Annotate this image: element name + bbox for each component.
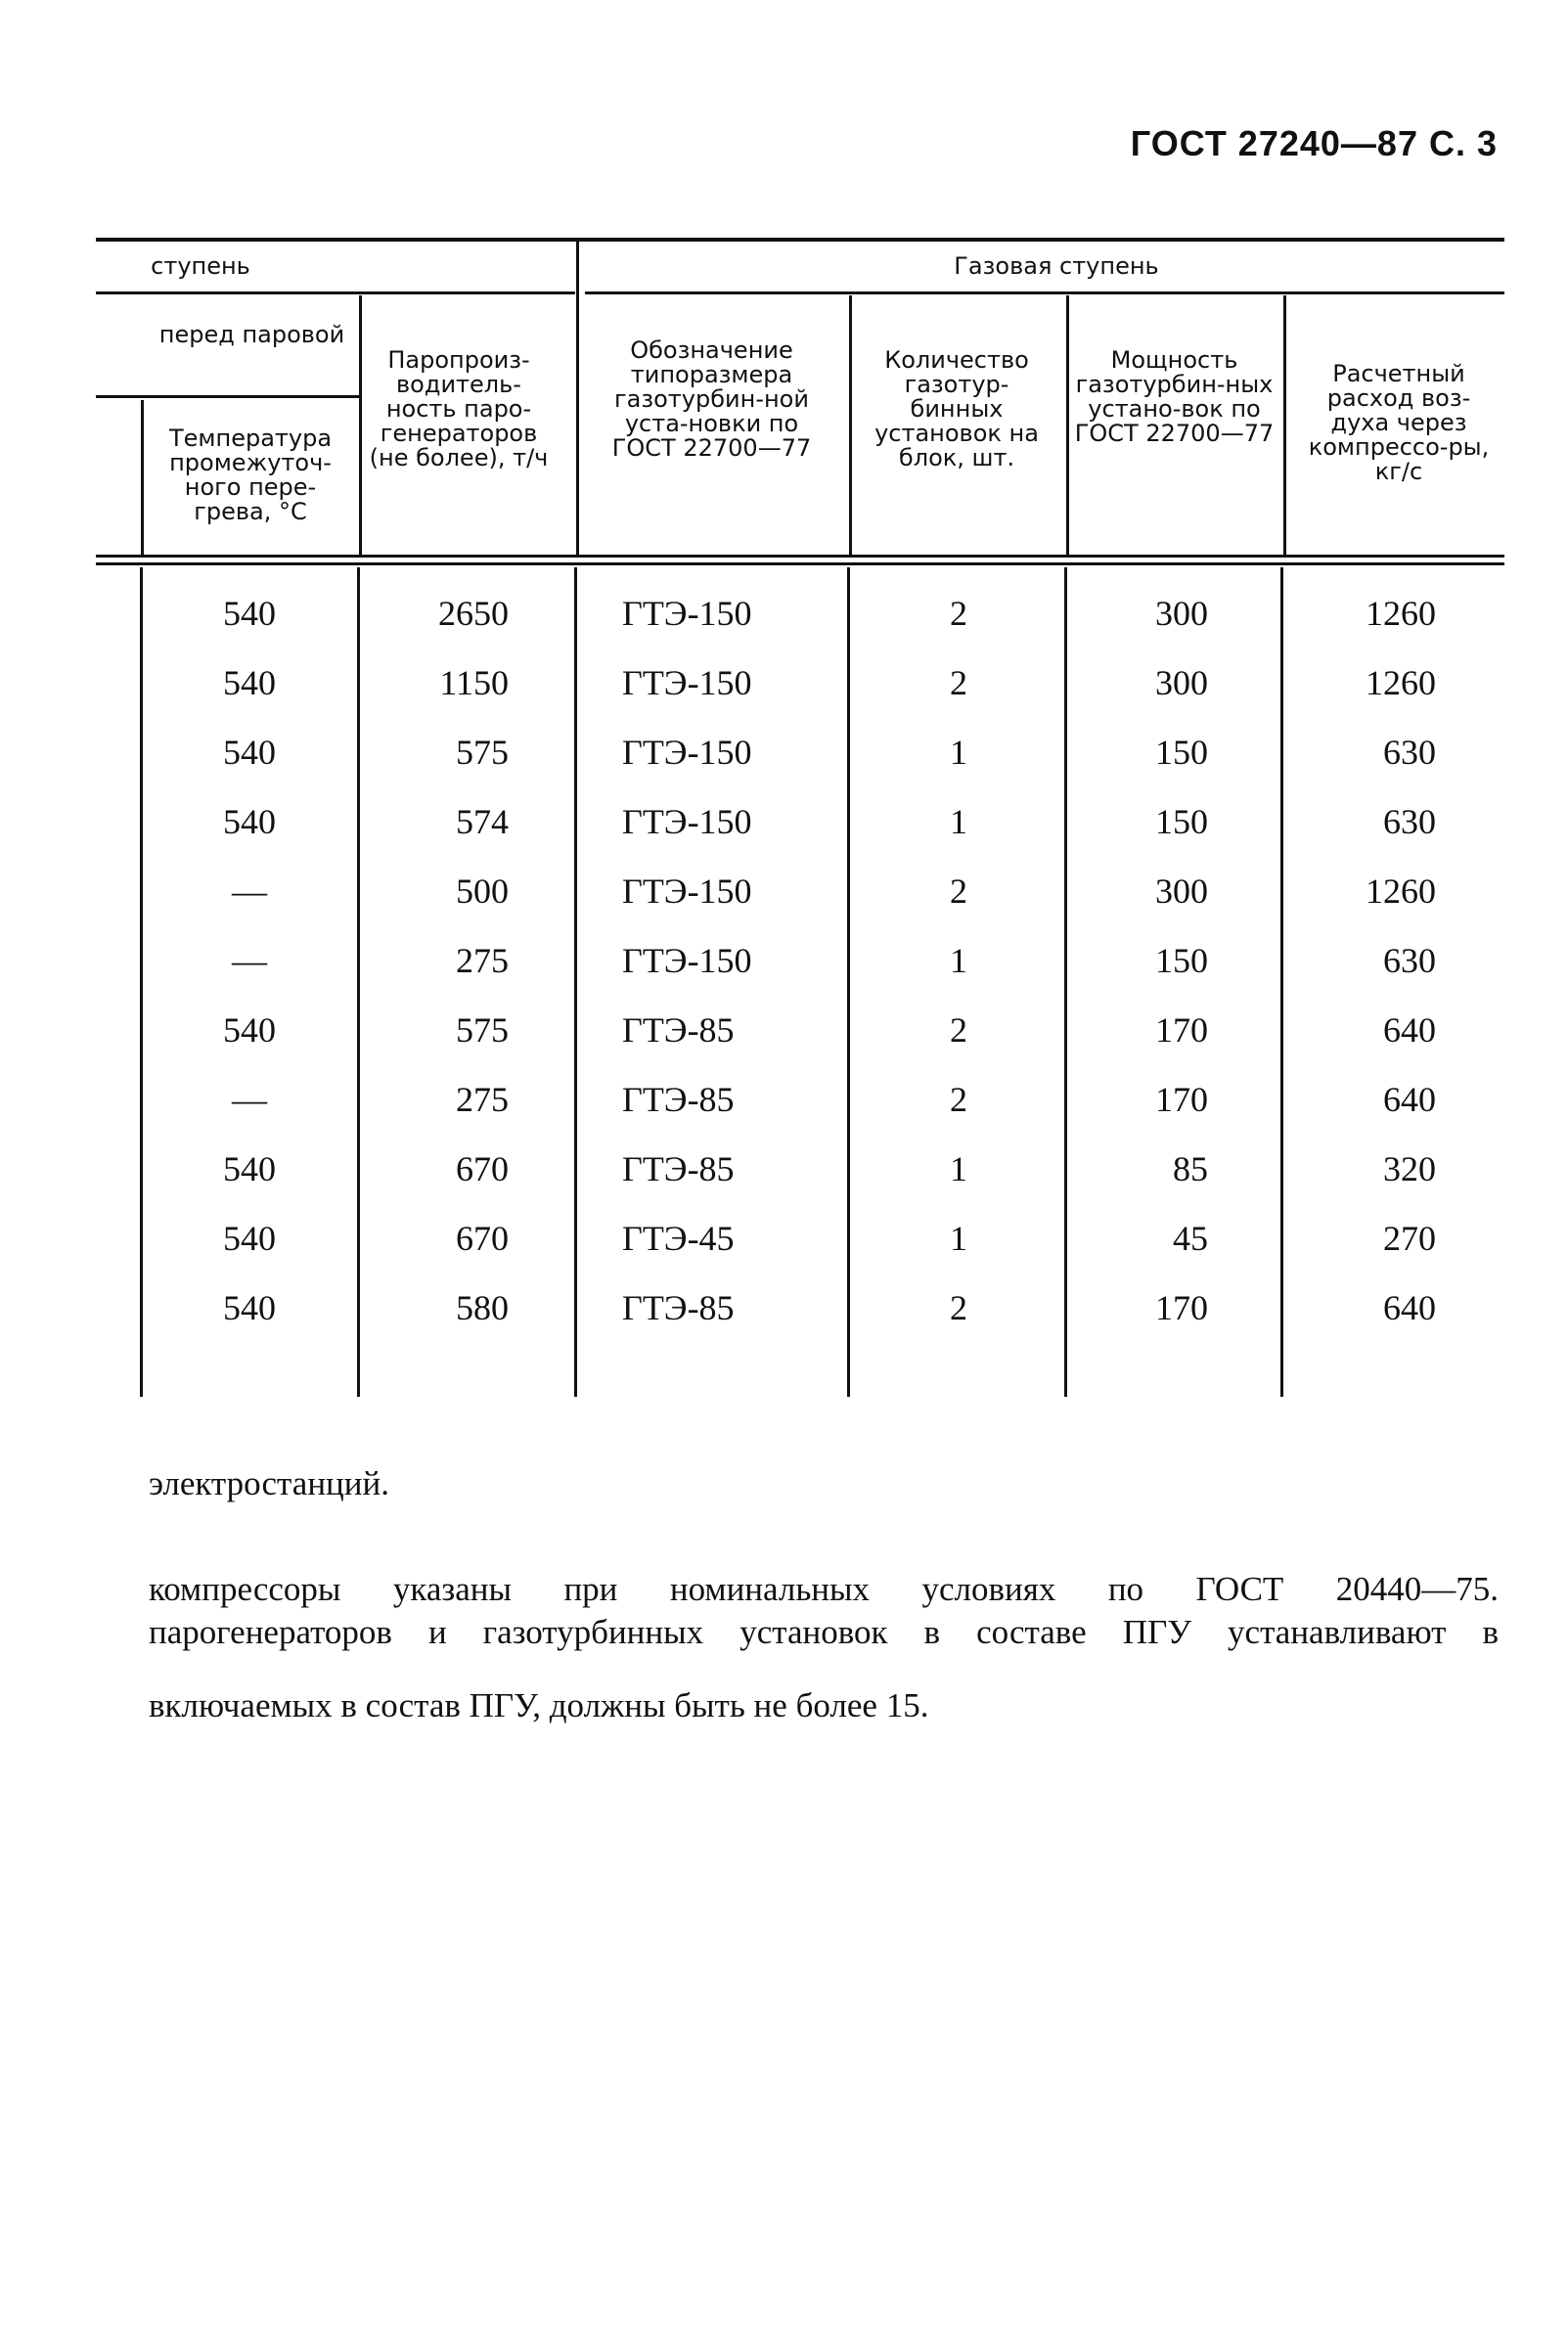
- subgroup-header: перед паровой: [158, 321, 345, 348]
- table-cell: 540: [223, 663, 276, 702]
- table-cell: 275: [456, 1080, 509, 1119]
- table-cell: 300: [1155, 594, 1208, 633]
- table-cell: 150: [1155, 802, 1208, 841]
- table-cell: ГТЭ-150: [622, 802, 752, 841]
- col-header-air-flow: Расчетный расход воз-духа через компрессо-ры, кг/с: [1308, 360, 1490, 485]
- table-cell: ГТЭ-150: [622, 663, 752, 702]
- table-cell: ГТЭ-45: [622, 1219, 735, 1258]
- table-cell: ГТЭ-150: [622, 872, 752, 911]
- table-cell: 630: [1383, 733, 1436, 772]
- text-line-2: компрессоры указаны при номинальных условиях по ГОСТ 20440—75.: [149, 1570, 1499, 1608]
- table-cell: 500: [456, 872, 509, 911]
- text-line-3: парогенераторов и газотурбинных установок в составе ПГУ устанавливают в: [149, 1613, 1499, 1651]
- body-divider-1: [357, 567, 360, 1397]
- table-cell: ГТЭ-85: [622, 1288, 735, 1327]
- table-cell: 2: [950, 1010, 967, 1050]
- body-divider-4: [1064, 567, 1067, 1397]
- table-cell: 300: [1155, 663, 1208, 702]
- body-divider-2: [574, 567, 577, 1397]
- col-divider-group: [576, 240, 579, 557]
- table-cell: —: [232, 941, 267, 980]
- table-cell: 540: [223, 1219, 276, 1258]
- table-cell: 320: [1383, 1149, 1436, 1188]
- table-cell: ГТЭ-150: [622, 594, 752, 633]
- text-line-1: электростанций.: [149, 1464, 389, 1502]
- body-divider-0: [140, 567, 143, 1397]
- col-header-temperature: Температура промежуточ-ного пере-грева, °С: [168, 425, 333, 525]
- col-divider-4: [1066, 295, 1069, 557]
- table-cell: 540: [223, 802, 276, 841]
- table-cell: 85: [1173, 1149, 1208, 1188]
- table-cell: —: [232, 1080, 267, 1119]
- col-header-quantity: Количество газотур-бинных установок на блок, шт.: [874, 346, 1039, 471]
- table-cell: 170: [1155, 1010, 1208, 1050]
- header-bottom-rule-1: [96, 555, 1504, 558]
- table-cell: 2: [950, 663, 967, 702]
- table-cell: 540: [223, 733, 276, 772]
- table-cell: 170: [1155, 1080, 1208, 1119]
- table-cell: 45: [1173, 1219, 1208, 1258]
- group-header-steam: ступень: [151, 252, 250, 280]
- table-cell: 630: [1383, 802, 1436, 841]
- page-header: ГОСТ 27240—87 С. 3: [1130, 123, 1498, 163]
- table-cell: 540: [223, 1010, 276, 1050]
- table-cell: 670: [456, 1149, 509, 1188]
- table-cell: 170: [1155, 1288, 1208, 1327]
- table-cell: ГТЭ-85: [622, 1149, 735, 1188]
- table-cell: 580: [456, 1288, 509, 1327]
- table-cell: —: [232, 872, 267, 911]
- text-line-4: включаемых в состав ПГУ, должны быть не более 15.: [149, 1686, 929, 1724]
- group-header-gas: Газовая ступень: [954, 252, 1159, 280]
- table-cell: ГТЭ-85: [622, 1080, 735, 1119]
- table-cell: 2: [950, 872, 967, 911]
- table-cell: ГТЭ-85: [622, 1010, 735, 1050]
- table-cell: 1: [950, 1219, 967, 1258]
- table-cell: 1: [950, 802, 967, 841]
- col-header-steam-capacity: Паропроиз-водитель-ность паро-генераторов (не более), т/ч: [369, 346, 549, 471]
- table-cell: 300: [1155, 872, 1208, 911]
- table-cell: 640: [1383, 1288, 1436, 1327]
- table-cell: 640: [1383, 1010, 1436, 1050]
- table-cell: 275: [456, 941, 509, 980]
- table-cell: 1: [950, 1149, 967, 1188]
- table-cell: 2: [950, 594, 967, 633]
- table-cell: 2650: [438, 594, 509, 633]
- table-cell: 150: [1155, 941, 1208, 980]
- table-top-rule: [96, 238, 1504, 242]
- table-cell: 575: [456, 733, 509, 772]
- group-rule-left: [96, 291, 575, 294]
- table-cell: 540: [223, 1288, 276, 1327]
- body-divider-5: [1280, 567, 1283, 1397]
- table-cell: 540: [223, 594, 276, 633]
- col-header-power: Мощность газотурбин-ных устано-вок по ГОСТ 22700—77: [1074, 346, 1275, 447]
- table-cell: 1150: [439, 663, 509, 702]
- col-divider-0: [141, 400, 144, 557]
- table-cell: 640: [1383, 1080, 1436, 1119]
- table-cell: 1260: [1366, 663, 1436, 702]
- table-cell: 2: [950, 1080, 967, 1119]
- table-cell: 2: [950, 1288, 967, 1327]
- table-cell: 270: [1383, 1219, 1436, 1258]
- table-cell: 670: [456, 1219, 509, 1258]
- table-cell: 1: [950, 941, 967, 980]
- table-cell: 1260: [1366, 594, 1436, 633]
- col-divider-1: [359, 295, 362, 557]
- table-cell: ГТЭ-150: [622, 733, 752, 772]
- table-cell: ГТЭ-150: [622, 941, 752, 980]
- subgroup-rule: [96, 395, 360, 398]
- col-divider-3: [849, 295, 852, 557]
- col-divider-5: [1283, 295, 1286, 557]
- table-cell: 540: [223, 1149, 276, 1188]
- table-cell: 1260: [1366, 872, 1436, 911]
- header-bottom-rule-2: [96, 562, 1504, 565]
- body-divider-3: [847, 567, 850, 1397]
- col-header-designation: Обозначение типоразмера газотурбин-ной уста-новки по ГОСТ 22700—77: [611, 336, 812, 462]
- table-cell: 150: [1155, 733, 1208, 772]
- table-cell: 575: [456, 1010, 509, 1050]
- table-cell: 574: [456, 802, 509, 841]
- table-cell: 1: [950, 733, 967, 772]
- table-cell: 630: [1383, 941, 1436, 980]
- group-rule-right: [585, 291, 1504, 294]
